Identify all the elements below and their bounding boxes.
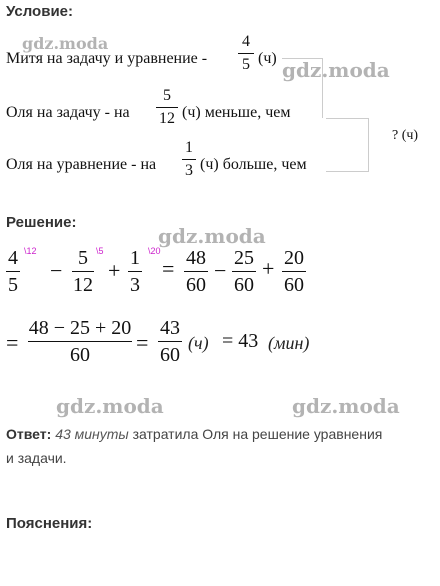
- fraction-25-60: [232, 248, 256, 295]
- fraction-bar: [182, 159, 196, 160]
- fraction-bar: [158, 341, 182, 342]
- numerator: 43: [160, 317, 180, 339]
- answer-highlight: 43 минуты: [55, 426, 129, 442]
- denominator: 60: [70, 344, 90, 366]
- result-value: = 43: [222, 330, 259, 352]
- answer-label: Ответ:: [6, 426, 52, 442]
- denominator: 5: [242, 56, 250, 73]
- watermark: gdz.moda: [282, 58, 390, 82]
- condition-line-3-rest: (ч) больше, чем: [200, 156, 307, 173]
- fraction-big: [28, 318, 132, 365]
- watermark: gdz.moda: [292, 394, 400, 418]
- condition-line-2-rest: (ч) меньше, чем: [182, 104, 291, 121]
- bracket-right: [326, 118, 369, 172]
- equals-sign: =: [136, 330, 149, 355]
- watermark: gdz.moda: [22, 34, 109, 53]
- fraction-bar: [128, 271, 142, 272]
- numerator: 5: [163, 87, 171, 104]
- denominator: 3: [185, 162, 193, 179]
- unit-hours: (ч): [188, 333, 209, 353]
- fraction-bar: [156, 107, 178, 108]
- condition-line-3: Оля на уравнение - на: [6, 156, 157, 173]
- fraction-1-3: [182, 140, 196, 179]
- fraction-4-5: [238, 34, 254, 73]
- multiplier-label: \5: [96, 246, 104, 256]
- plus-sign: +: [108, 258, 121, 283]
- denominator: 12: [73, 274, 93, 296]
- question-mark-text: ? (ч): [392, 128, 419, 143]
- bracket-top: [282, 58, 322, 59]
- numerator: 4: [242, 33, 250, 50]
- solution-heading: Решение:: [6, 214, 77, 231]
- fraction-5-12: [72, 248, 94, 295]
- multiplier-label: \20: [148, 246, 161, 256]
- answer-line-2: и задачи.: [6, 450, 67, 466]
- numerator: 48 − 25 + 20: [28, 317, 132, 339]
- fraction-1-3: [128, 248, 142, 295]
- bracket-left-vertical: [322, 58, 323, 118]
- multiplier-label: \12: [24, 246, 37, 256]
- denominator: 5: [8, 274, 18, 296]
- denominator: 3: [130, 274, 140, 296]
- fraction-20-60: [282, 248, 306, 295]
- numerator: 20: [284, 247, 304, 269]
- numerator: 48: [186, 247, 206, 269]
- denominator: 12: [159, 110, 175, 127]
- numerator: 5: [78, 247, 88, 269]
- answer-text: затратила Оля на решение уравнения: [128, 426, 383, 442]
- denominator: 60: [160, 344, 180, 366]
- numerator: 1: [185, 139, 193, 156]
- numerator: 25: [234, 247, 254, 269]
- numerator: 1: [130, 247, 140, 269]
- watermark: gdz.moda: [158, 224, 266, 248]
- denominator: 60: [234, 274, 254, 296]
- plus-sign: +: [262, 256, 275, 281]
- fraction-bar: [282, 271, 306, 272]
- unit-minutes: (мин): [268, 333, 310, 353]
- fraction-bar: [238, 53, 254, 54]
- minus-sign: −: [214, 258, 227, 283]
- condition-line-2: Оля на задачу - на: [6, 104, 130, 121]
- denominator: 60: [284, 274, 304, 296]
- condition-heading: Условие:: [6, 3, 74, 20]
- fraction-bar: [232, 271, 256, 272]
- fraction-bar: [28, 341, 132, 342]
- equals-sign: =: [162, 256, 175, 281]
- denominator: 60: [186, 274, 206, 296]
- fraction-4-5: [6, 248, 20, 295]
- equals-sign: =: [6, 330, 19, 355]
- explanation-heading: Пояснения:: [6, 515, 93, 532]
- fraction-48-60: [184, 248, 208, 295]
- fraction-43-60: [158, 318, 182, 365]
- condition-line-1-unit: (ч): [258, 50, 277, 67]
- fraction-5-12: [156, 88, 178, 127]
- numerator: 4: [8, 247, 18, 269]
- condition-line-1: Митя на задачу и уравнение -: [6, 50, 208, 67]
- minus-sign: −: [50, 258, 63, 283]
- watermark: gdz.moda: [56, 394, 164, 418]
- fraction-bar: [184, 271, 208, 272]
- fraction-bar: [6, 271, 20, 272]
- answer-line-1: [6, 423, 382, 445]
- fraction-bar: [72, 271, 94, 272]
